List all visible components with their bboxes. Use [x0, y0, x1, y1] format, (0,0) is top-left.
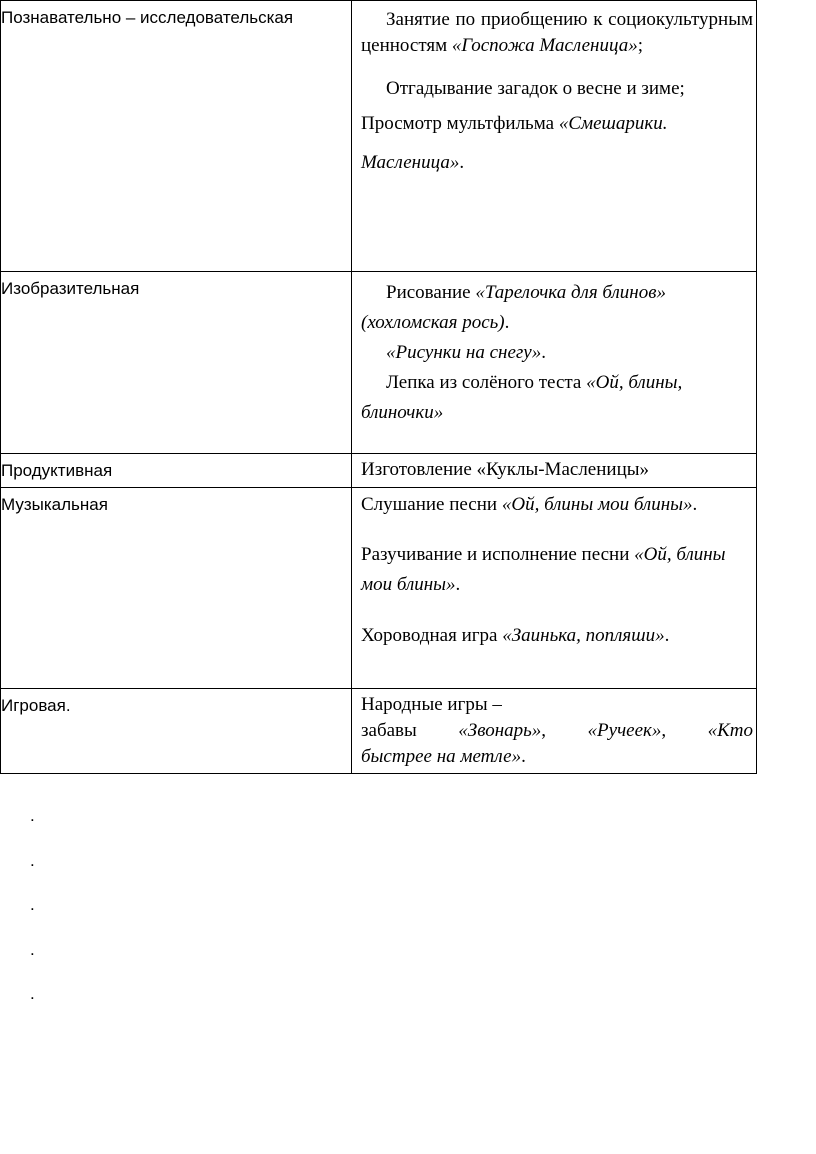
list-item: . — [30, 806, 35, 825]
dot-list — [30, 806, 35, 1029]
activity-paragraph: Занятие по приобщению к социокультурным ценностям «Госпожа Масленица»; — [361, 9, 753, 56]
table-row — [1, 1, 757, 272]
list-item: . — [30, 984, 35, 1003]
category-cell — [1, 272, 352, 454]
activity-paragraph: Народные игры – — [361, 694, 502, 715]
list-item: . — [30, 850, 35, 870]
activity-paragraph: Разучивание и исполнение песни «Ой, блины мои блины». — [361, 544, 726, 595]
activity-cell — [352, 689, 757, 774]
list-item: . — [30, 939, 35, 959]
category-cell — [1, 689, 352, 774]
category-label: Познавательно – исследовательская — [1, 8, 294, 27]
activity-paragraph: Изготовление «Куклы-Масленицы» — [361, 459, 649, 480]
activity-paragraph: «Рисунки на снегу». — [386, 342, 546, 363]
activity-cell — [352, 488, 757, 689]
activity-cell — [352, 1, 757, 272]
category-cell — [1, 488, 352, 689]
table-row — [1, 689, 757, 774]
activity-paragraph: Рисование «Тарелочка для блинов» (хохломская рось). — [361, 282, 666, 333]
table-row — [1, 454, 757, 488]
activity-paragraph: забавы «Звонарь», «Ручеек», «Кто — [361, 720, 754, 741]
category-label: Игровая. — [1, 696, 71, 715]
table-row — [1, 272, 757, 454]
activity-paragraph: быстрее на метле». — [361, 746, 526, 767]
table-row — [1, 488, 757, 689]
category-label: Музыкальная — [1, 495, 108, 514]
activity-paragraph: Лепка из солёного теста «Ой, блины, блиночки» — [361, 372, 683, 423]
list-item: . — [30, 895, 35, 914]
category-label: Изобразительная — [1, 279, 140, 298]
activity-cell — [352, 272, 757, 454]
activity-paragraph: Просмотр мультфильма «Смешарики. Масленица». — [361, 113, 668, 173]
activity-paragraph: Слушание песни «Ой, блины мои блины». — [361, 494, 698, 515]
activity-paragraph: Хороводная игра «Заинька, попляши». — [361, 625, 670, 646]
activity-paragraph: Отгадывание загадок о весне и зиме; — [386, 78, 685, 99]
category-cell — [1, 1, 352, 272]
activity-cell — [352, 454, 757, 488]
category-label: Продуктивная — [1, 461, 113, 480]
category-cell — [1, 454, 352, 488]
